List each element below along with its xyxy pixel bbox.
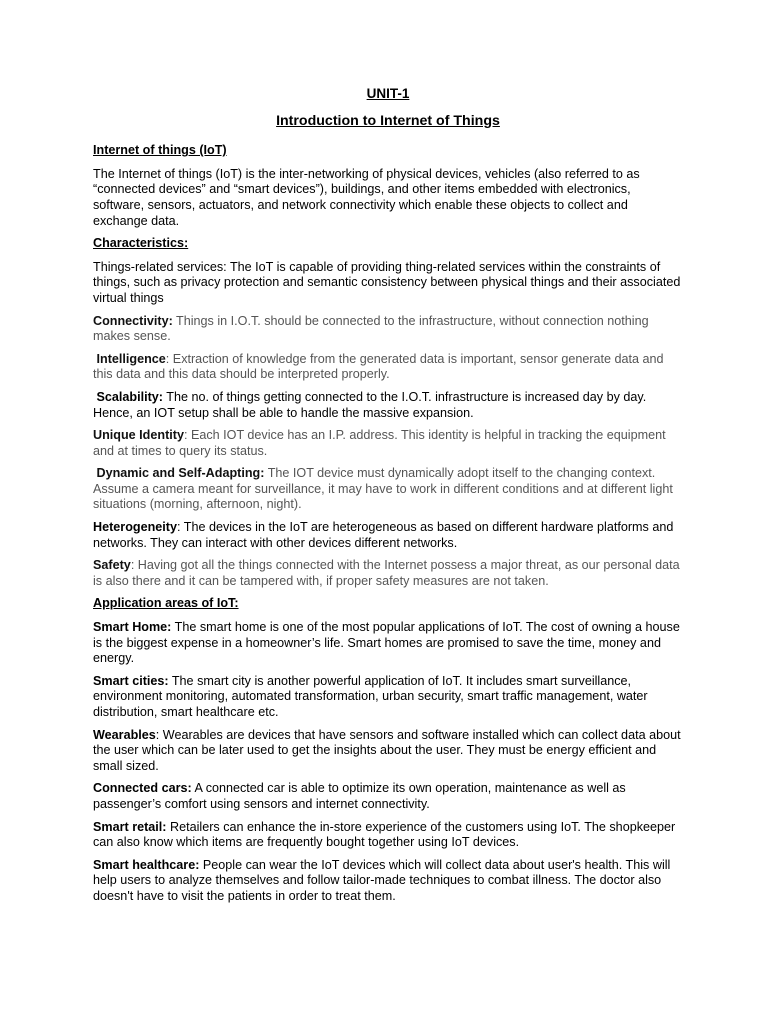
characteristic-intelligence [93,352,683,383]
characteristic-term: Heterogeneity [93,520,177,535]
application-text: Retailers can enhance the in-store experience of the customers using IoT. The shopkeeper can also know which items are frequently bought together using IoT devices. [93,819,676,850]
application-smart-home [93,620,683,667]
application-smart-healthcare [93,858,683,905]
iot-heading: Internet of things (IoT) [93,143,227,158]
characteristic-text: : Having got all the things connected with the Internet possess a major threat, as our personal data is also there and it can be tampered with, if proper safety measures are not taken. [93,558,680,588]
characteristic-text: : Each IOT device has an I.P. address. This identity is helpful in tracking the equipment and at times to query its status. [93,428,666,458]
characteristic-term: Unique Identity [93,428,184,443]
characteristic-dynamic [93,466,683,513]
application-text: : Wearables are devices that have sensors and software installed which can collect data about the user which can be later used to get the insights about the user. They must be energy efficient and small sized. [93,727,681,773]
characteristic-text: The no. of things getting connected to the I.O.T. infrastructure is increased day by day. Hence, an IOT setup shall be able to handle the massive expansion. [93,389,647,420]
unit-heading: UNIT-1 [366,86,410,101]
characteristic-heterogeneity [93,520,683,551]
application-text: A connected car is able to optimize its own operation, maintenance as well as passenger’s comfort using sensors and internet connectivity. [93,781,626,811]
characteristic-term: Dynamic and Self-Adapting: [93,466,265,481]
application-smart-cities [93,674,683,721]
characteristic-text: : Extraction of knowledge from the generated data is important, sensor generate data and this data and this data should be interpreted properly. [93,351,664,382]
characteristic-term: Intelligence [93,351,166,366]
document-body [93,86,683,912]
application-term: Smart healthcare: [93,857,200,872]
characteristic-unique-identity [93,428,683,459]
application-connected-cars [93,781,683,812]
characteristic-term: Scalability: [93,389,163,404]
characteristics-heading: Characteristics: [93,236,189,251]
characteristic-safety [93,558,683,589]
application-term: Smart Home: [93,620,172,635]
characteristic-text: Things in I.O.T. should be connected to the infrastructure, without connection nothing makes sense. [93,313,649,344]
application-term: Connected cars: [93,781,192,796]
application-text: The smart home is one of the most popular applications of IoT. The cost of owning a house is the biggest expense in a homeowner’s life. Smart homes are promised to save the time, money and energy. [93,620,680,666]
application-smart-retail [93,820,683,851]
iot-definition: The Internet of things (IoT) is the inter-networking of physical devices, vehicles (also referred to as “connected devices” and “smart devices”), buildings, and other items embedded with electronics, software, sensors, actuators, and network connectivity which enable these objects to collect and exchange data. [93,166,640,228]
application-term: Smart cities: [93,673,169,688]
characteristic-scalability [93,390,683,421]
application-wearables [93,728,683,775]
characteristic-term: Connectivity: [93,313,173,328]
things-related-paragraph: Things-related services: The IoT is capable of providing thing-related services within the constraints of things, such as privacy protection and semantic consistency between physical things and their associated virtual things [93,259,681,305]
application-text: The smart city is another powerful application of IoT. It includes smart surveillance, environment monitoring, automated transformation, urban security, smart traffic management, water distribution, smart healthcare etc. [93,673,648,719]
characteristic-text: The IOT device must dynamically adopt itself to the changing context. Assume a camera meant for surveillance, it may have to work in different conditions and at different light situations (morning, afternoon, night). [93,466,673,512]
application-term: Smart retail: [93,819,167,834]
characteristic-term: Safety [93,558,131,573]
application-text: People can wear the IoT devices which will collect data about user's health. This will help users to analyze themselves and follow tailor-made techniques to combat illness. The doctor also doesn't have to visit the patients in order to treat them. [93,857,671,903]
applications-heading: Application areas of IoT: [93,596,239,611]
application-term: Wearables [93,727,156,742]
characteristic-text: : The devices in the IoT are heterogeneous as based on different hardware platforms and networks. They can interact with other devices different networks. [93,520,674,550]
document-title: Introduction to Internet of Things [276,112,500,129]
characteristic-connectivity [93,314,683,345]
